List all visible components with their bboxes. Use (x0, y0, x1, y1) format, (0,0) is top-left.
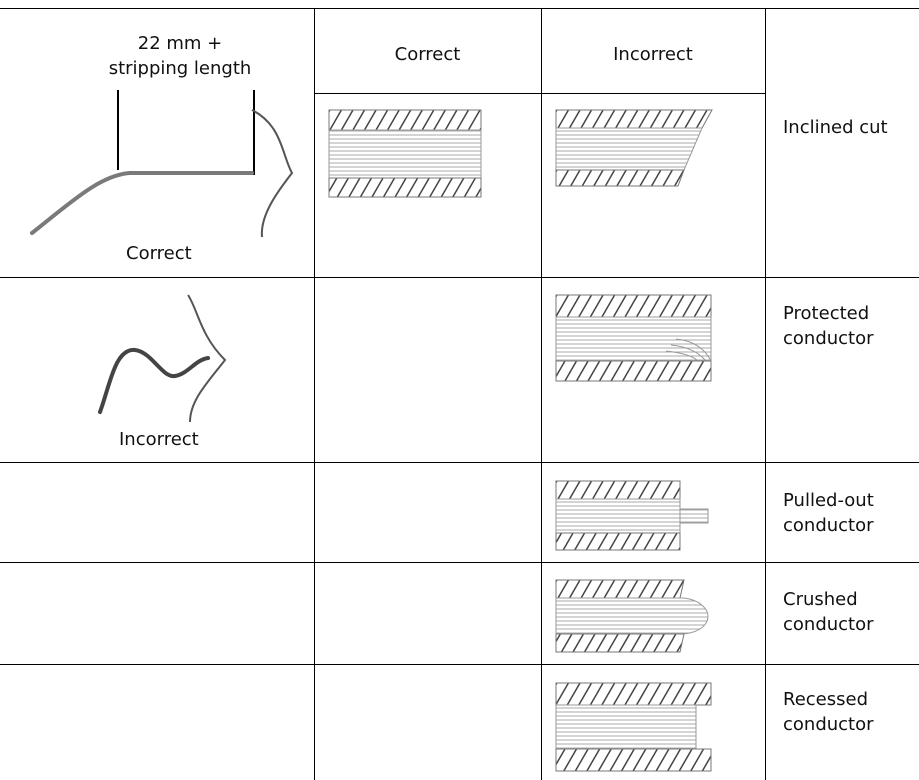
protected-conductor-illustration (556, 295, 716, 383)
row2-description-line1: Protected (783, 303, 870, 324)
column-divider (765, 8, 766, 780)
incorrect-bend-illustration (90, 290, 240, 430)
row1-left-caption: Correct (126, 243, 192, 264)
column-divider (314, 8, 315, 780)
row4-description-line2: conductor (783, 614, 874, 635)
header-incorrect: Incorrect (613, 44, 693, 65)
row2-description (783, 301, 874, 351)
row3-description-line2: conductor (783, 515, 874, 536)
inclined-cut-illustration (556, 110, 716, 190)
row5-description (783, 687, 874, 737)
pulled-out-conductor-illustration (556, 481, 716, 551)
stripping-length-line1: 22 mm + (137, 33, 223, 54)
row-divider (0, 664, 919, 665)
column-divider (541, 8, 542, 780)
row-divider (0, 462, 919, 463)
row1-description: Inclined cut (783, 117, 888, 138)
crushed-conductor-illustration (556, 580, 716, 655)
table-top-border (0, 8, 919, 9)
stripping-length-label (80, 31, 280, 81)
row2-description-line2: conductor (783, 328, 874, 349)
row3-description-line1: Pulled-out (783, 490, 874, 511)
header-divider (314, 93, 765, 94)
recessed-conductor-illustration (556, 683, 716, 773)
row4-description (783, 587, 874, 637)
row2-left-caption: Incorrect (119, 429, 199, 450)
correct-cable-illustration (329, 110, 484, 198)
row5-description-line1: Recessed (783, 689, 868, 710)
row-divider (0, 277, 919, 278)
row3-description (783, 488, 874, 538)
correct-bend-illustration (20, 85, 305, 245)
stripping-length-line2: stripping length (108, 58, 252, 79)
row5-description-line2: conductor (783, 714, 874, 735)
row-divider (0, 562, 919, 563)
header-correct: Correct (394, 44, 461, 65)
row4-description-line1: Crushed (783, 589, 858, 610)
